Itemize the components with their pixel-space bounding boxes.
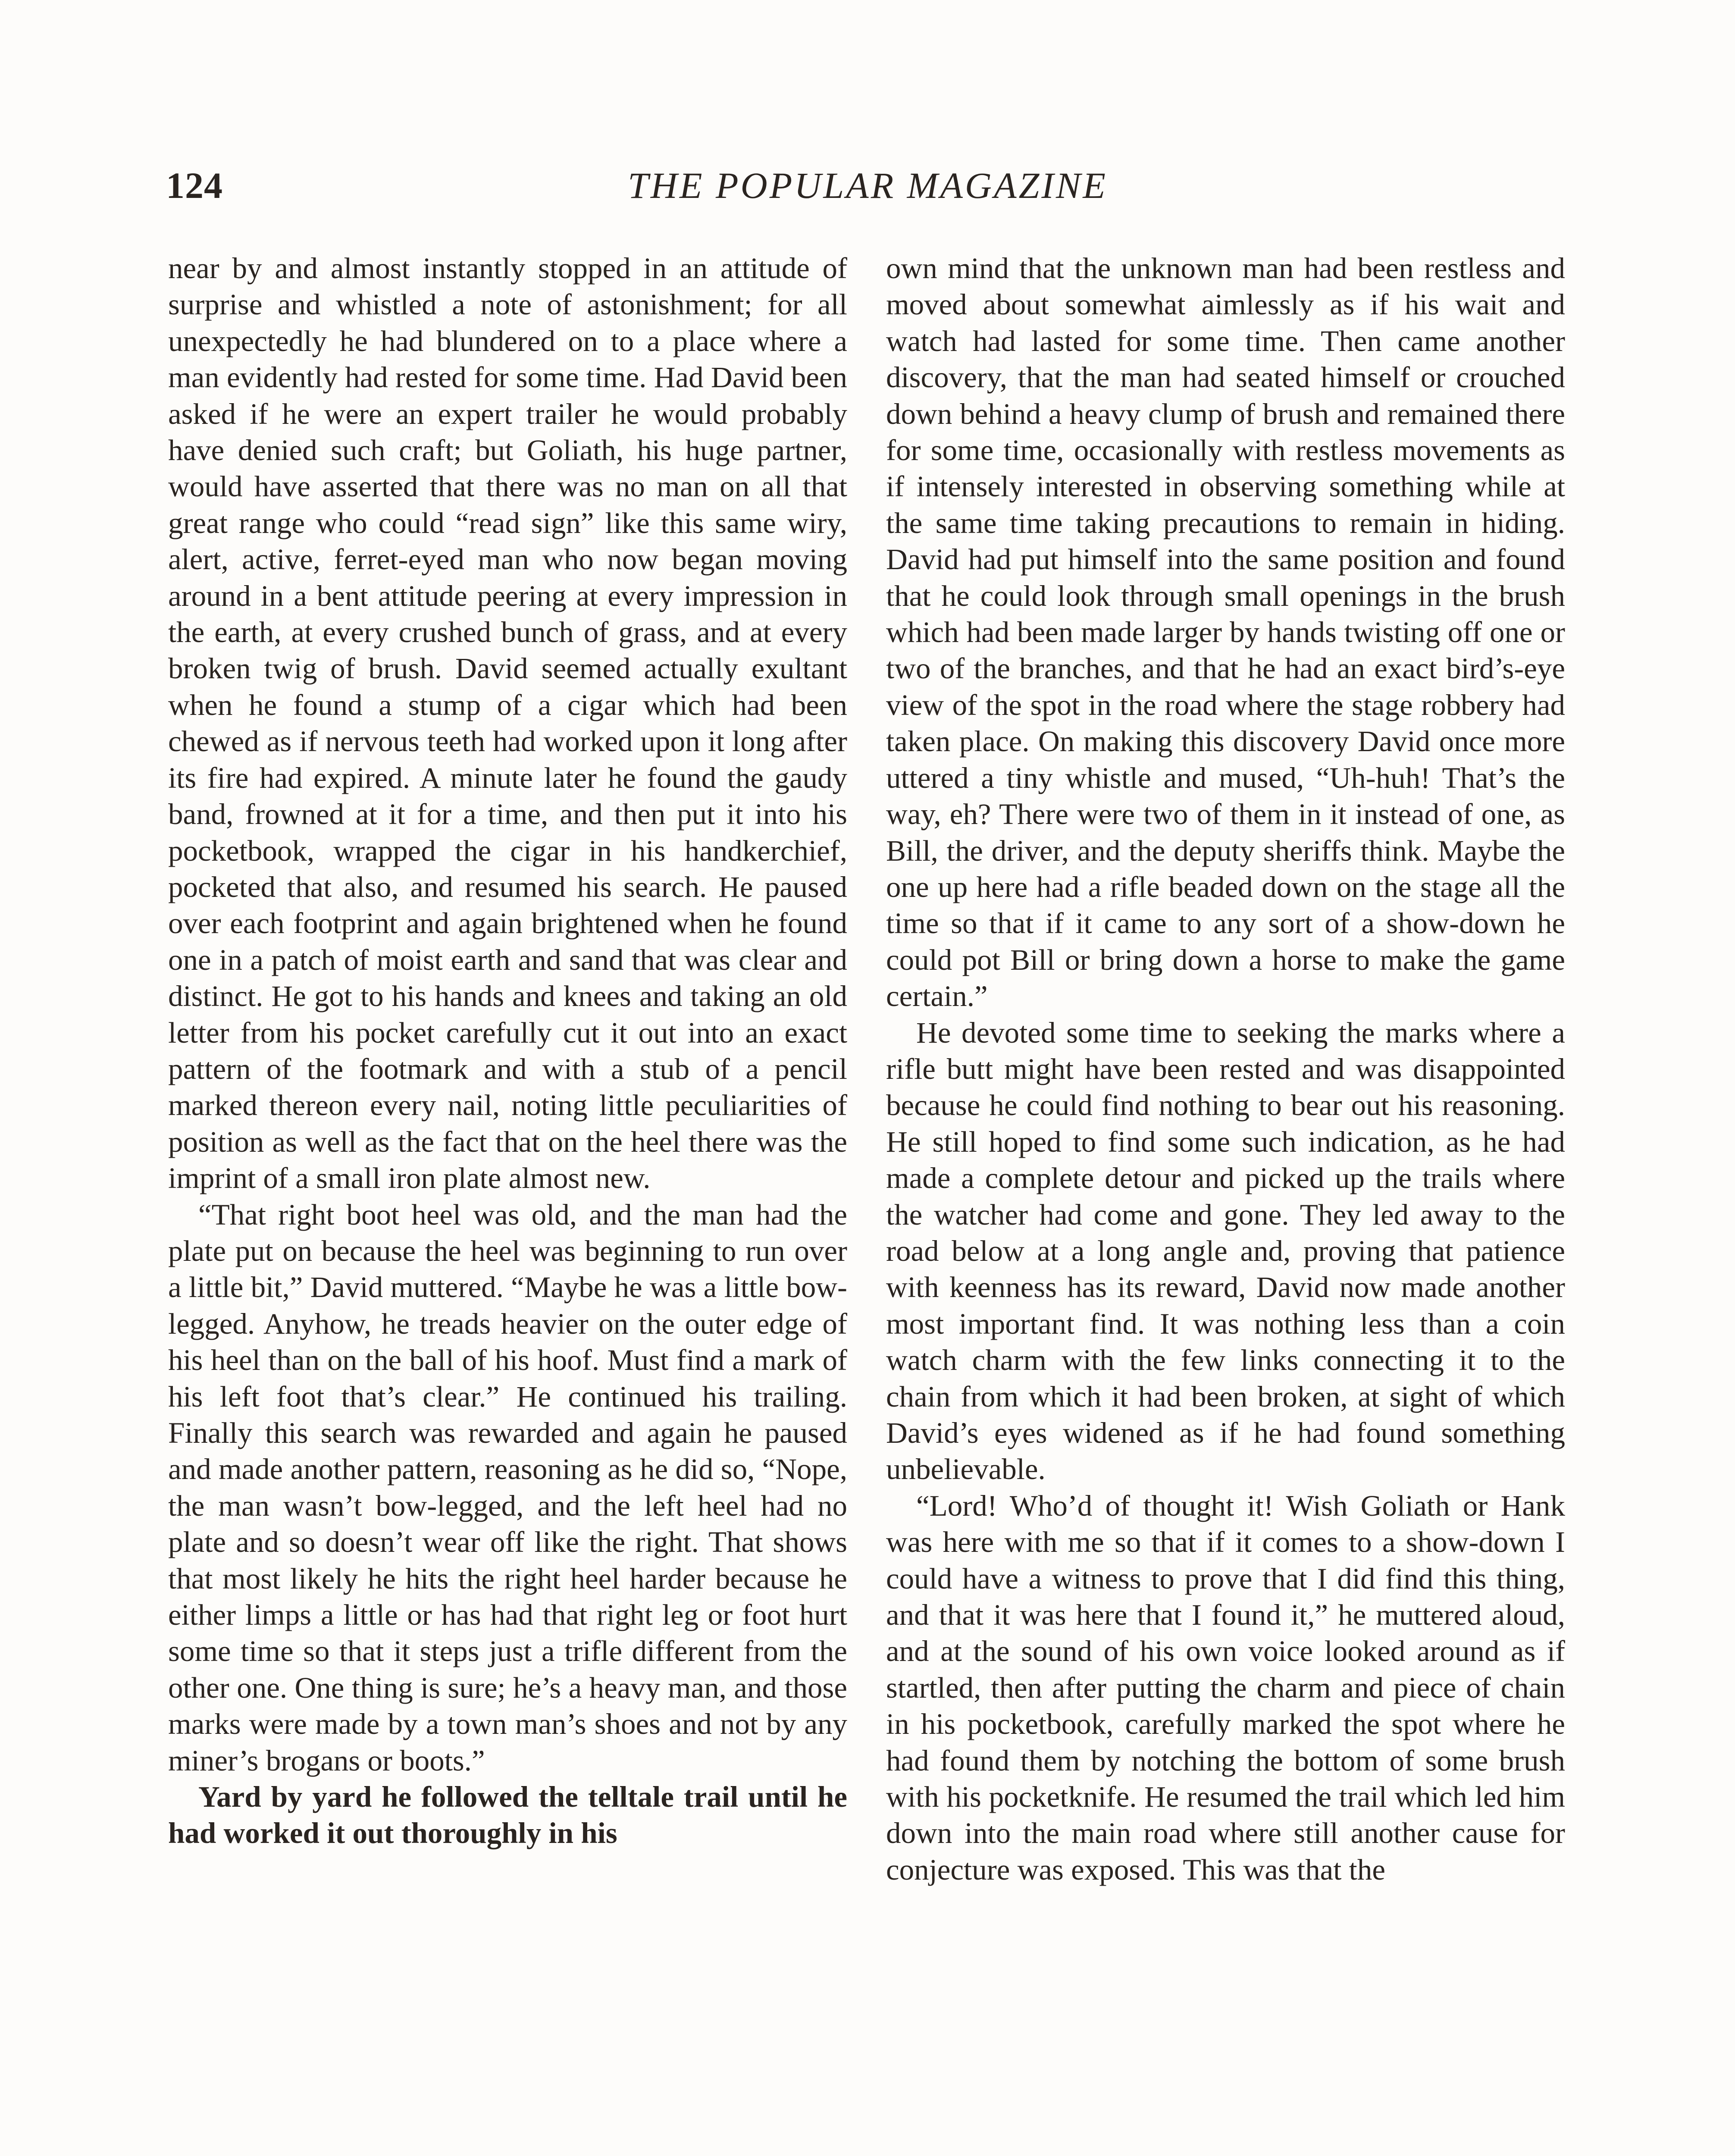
paragraph: “Lord! Who’d of thought it! Wish Goliath or Hank was here with me so that if it comes to a show-down I could have a witness to prove that I did find this thing, and that it was here that I found it,” he muttered aloud, and at the sound of his own voice looked around as if startled, then after putting the charm and piece of chain in his pocketbook, carefully marked the spot where he had found them by notching the bottom of some brush with his pocketknife. He resumed the trail which led him down into the main road where still another cause for conjecture was exposed. This was that the [886,1489,1565,1886]
paragraph: Yard by yard he followed the telltale trail until he had worked it out thoroughly in his [168,1780,847,1850]
text-column-left [168,250,847,1852]
running-title: THE POPULAR MAGAZINE [628,165,1108,206]
paragraph: “That right boot heel was old, and the man had the plate put on because the heel was beginning to run over a little bit,” David muttered. “Maybe he was a little bow-legged. Anyhow, he treads heavier on the outer edge of his heel than on the ball of his hoof. Must find a mark of his left foot that’s clear.” He continued his trailing. Finally this search was rewarded and again he paused and made another pattern, reasoning as he did so, “Nope, the man wasn’t bow-legged, and the left heel had no plate and so doesn’t wear off like the right. That shows that most likely he hits the right heel harder because he either limps a little or has had that right leg or foot hurt some time so that it steps just a trifle different from the other one. One thing is sure; he’s a heavy man, and those marks were made by a town man’s shoes and not by any miner’s brogans or boots.” [168,1198,848,1777]
paragraph: own mind that the unknown man had been restless and moved about somewhat aimlessly as if his wait and watch had lasted for some time. Then came another discovery, that the man had seated himself or crouched down behind a heavy clump of brush and remained there for some time, occasionally with restless movements as if intensely interested in observing something while at the same time taking precautions to remain in hiding. David had put himself into the same position and found that he could look through small openings in the brush which had been made larger by hands twisting off one or two of the branches, and that he had an exact bird’s-eye view of the spot in the road where the stage robbery had taken place. On making this discovery David once more uttered a tiny whistle and mused, “Uh-huh! That’s the way, eh? There were two of them in it instead of one, as Bill, the driver, and the deputy sheriffs think. Maybe the one up here had a rifle beaded down on the stage all the time so that if it came to any sort of a show-down he could pot Bill or bring down a horse to make the game certain.” [886,252,1565,1013]
page-header [166,164,1569,216]
text-column-right [886,250,1565,1888]
paragraph: He devoted some time to seeking the marks where a rifle butt might have been rested and was disappointed because he could find nothing to bear out his reasoning. He still hoped to find some such indication, as he had made a complete detour and picked up the trails where the watcher had come and gone. They led away to the road below at a long angle and, proving that patience with keenness has its reward, David now made another most important find. It was nothing less than a coin watch charm with the few links connecting it to the chain from which it had been broken, at sight of which David’s eyes widened as if he had found something unbelievable. [886,1016,1565,1486]
paragraph: near by and almost instantly stopped in an attitude of surprise and whistled a note of astonishment; for all unexpectedly he had blundered on to a place where a man evidently had rested for some time. Had David been asked if he were an expert trailer he would probably have denied such craft; but Goliath, his huge partner, would have asserted that there was no man on all that great range who could “read sign” like this same wiry, alert, active, ferret-eyed man who now began moving around in a bent attitude peering at every impression in the earth, at every crushed bunch of grass, and at every broken twig of brush. David seemed actually exultant when he found a stump of a cigar which had been chewed as if nervous teeth had worked upon it long after its fire had expired. A minute later he found the gaudy band, frowned at it for a time, and then put it into his pocketbook, wrapped the cigar in his handkerchief, pocketed that also, and resumed his search. He paused over each footprint and again brightened when he found one in a patch of moist earth and sand that was clear and distinct. He got to his hands and knees and taking an old letter from his pocket carefully cut it out into an exact pattern of the footmark and with a stub of a pencil marked thereon every nail, noting little peculiarities of position as well as the fact that on the heel there was the imprint of a small iron plate almost new. [168,252,848,1195]
page-number: 124 [166,165,223,206]
